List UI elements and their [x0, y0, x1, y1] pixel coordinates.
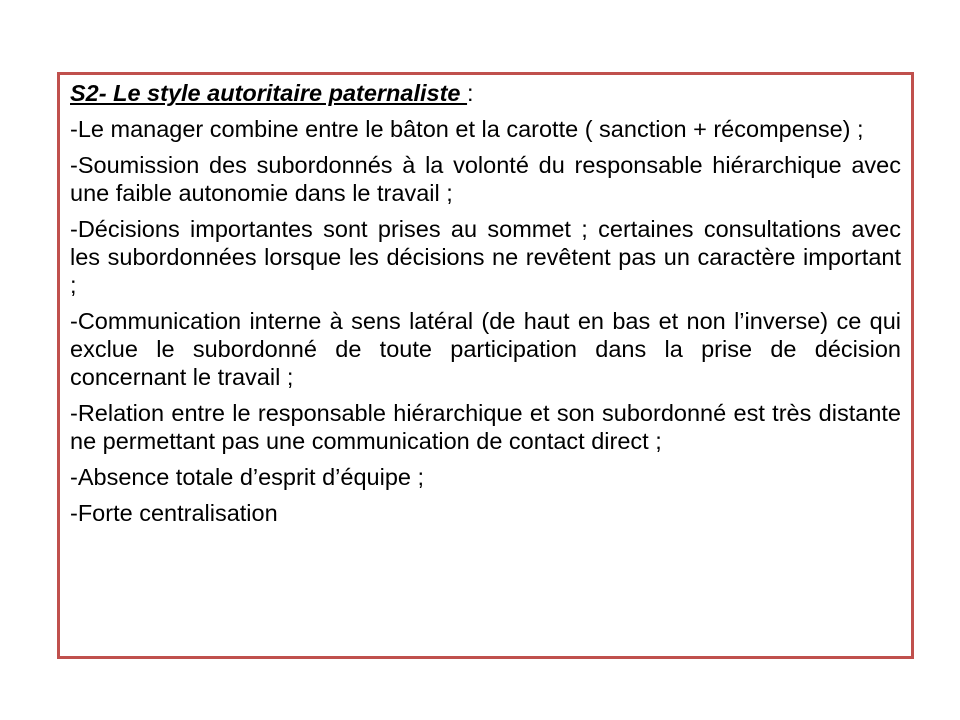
section-heading [70, 79, 901, 107]
paragraph-esprit-equipe: -Absence totale d’esprit d’équipe ; [70, 464, 425, 490]
paragraph-baton-carotte: -Le manager combine entre le bâton et la carotte ( sanction + récompense) ; [70, 116, 864, 142]
paragraph-centralisation: -Forte centralisation [70, 500, 278, 526]
content-frame [57, 72, 914, 659]
heading-title: S2- Le style autoritaire paternaliste [70, 80, 468, 106]
paragraph-relation: -Relation entre le responsable hiérarchique et son subordonné est très distante ne permettant pas une communication de contact direct ; [70, 400, 901, 454]
paragraph-decisions: -Décisions importantes sont prises au sommet ; certaines consultations avec les subordonnées lorsque les décisions ne revêtent pas un caractère important ; [70, 216, 901, 298]
paragraph-soumission: -Soumission des subordonnés à la volonté du responsable hiérarchique avec une faible autonomie dans le travail ; [70, 152, 901, 206]
heading-colon: : [467, 80, 474, 106]
content-body [70, 79, 901, 535]
paragraph-communication: -Communication interne à sens latéral (de haut en bas et non l’inverse) ce qui exclue le subordonné de toute participation dans la prise de décision concernant le travail ; [70, 308, 901, 390]
